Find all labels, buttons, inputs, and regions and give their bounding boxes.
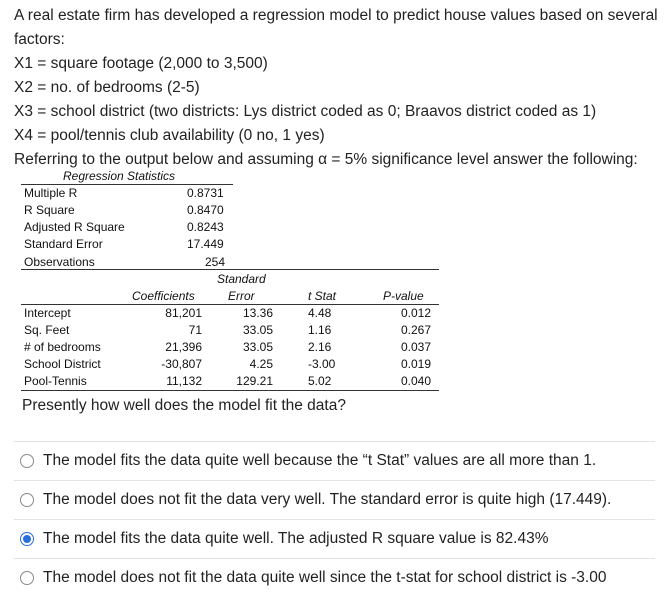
answer-option-label: The model fits the data quite well. The adjusted R square value is 82.43% (43, 530, 549, 547)
row-standard-error: 33.05 (242, 340, 273, 354)
table-row (21, 373, 439, 390)
row-t-stat: 2.16 (308, 340, 332, 354)
divider (21, 390, 439, 391)
row-standard-error: 129.21 (236, 374, 273, 388)
row-coefficient: 71 (188, 323, 202, 337)
stat-value: 0.8243 (187, 220, 224, 234)
stat-value: 0.8731 (187, 186, 224, 200)
row-t-stat: 5.02 (308, 374, 332, 388)
row-name: Intercept (24, 306, 71, 320)
stat-label: Multiple R (24, 186, 78, 200)
stat-value: 17.449 (187, 237, 224, 251)
answer-option[interactable] (14, 441, 655, 480)
table-row (21, 322, 439, 339)
radio-button-icon[interactable] (20, 493, 34, 507)
stat-value: 0.8470 (187, 203, 224, 217)
stat-label: R Square (24, 203, 75, 217)
table-row (21, 339, 439, 356)
divider (21, 269, 439, 270)
row-t-stat: 4.48 (308, 306, 332, 320)
row-name: Sq. Feet (24, 323, 70, 337)
table-row (21, 305, 439, 322)
variable-x4: X4 = pool/tennis club availability (0 no, 1 yes) (14, 127, 325, 144)
regression-stats-title: Regression Statistics (63, 169, 176, 183)
stat-label: Observations (24, 255, 95, 269)
table-row (21, 356, 439, 373)
question-intro: A real estate firm has developed a regression model to predict house values based on several factors: (14, 7, 658, 48)
stat-label: Adjusted R Square (24, 220, 125, 234)
answer-option[interactable] (14, 558, 655, 597)
header-t-stat: t Stat (308, 289, 337, 303)
answer-option-label: The model does not fit the data very well. The standard error is quite high (17.449). (43, 491, 612, 508)
row-p-value: 0.267 (400, 323, 431, 337)
row-standard-error: 4.25 (249, 357, 273, 371)
stat-value: 254 (205, 255, 226, 269)
radio-button-selected-icon[interactable] (20, 532, 34, 546)
answer-options (14, 441, 655, 597)
row-p-value: 0.037 (400, 340, 431, 354)
row-p-value: 0.040 (400, 374, 431, 388)
answer-option[interactable] (14, 480, 655, 519)
row-coefficient: -30,807 (161, 357, 202, 371)
row-p-value: 0.019 (400, 357, 431, 371)
row-coefficient: 81,201 (165, 306, 202, 320)
header-coefficients: Coefficients (132, 289, 195, 303)
row-name: School District (24, 357, 101, 371)
row-standard-error: 33.05 (242, 323, 273, 337)
row-standard-error: 13.36 (242, 306, 273, 320)
header-p-value: P-value (383, 289, 424, 303)
answer-option-label: The model does not fit the data quite well since the t-stat for school district is -3.00 (43, 569, 607, 586)
question-instruction: Referring to the output below and assuming α = 5% significance level answer the following: (14, 151, 638, 168)
answer-option[interactable] (14, 519, 655, 558)
question-text (14, 4, 659, 172)
row-coefficient: 11,132 (166, 374, 202, 388)
row-name: Pool-Tennis (24, 374, 87, 388)
question-prompt: Presently how well does the model fit the data? (22, 397, 346, 414)
row-coefficient: 21,396 (165, 340, 202, 354)
header-se-2: Error (228, 289, 255, 303)
stat-label: Standard Error (24, 237, 103, 251)
variable-x3: X3 = school district (two districts: Lys district coded as 0; Braavos district coded as 1) (14, 103, 597, 120)
row-p-value: 0.012 (400, 306, 431, 320)
row-t-stat: 1.16 (308, 323, 332, 337)
radio-button-icon[interactable] (20, 571, 34, 585)
header-se-1: Standard (217, 272, 266, 286)
row-name: # of bedrooms (24, 340, 101, 354)
row-t-stat: -3.00 (308, 357, 336, 371)
answer-option-label: The model fits the data quite well because the “t Stat” values are all more than 1. (43, 452, 597, 469)
radio-button-icon[interactable] (20, 454, 34, 468)
variable-x2: X2 = no. of bedrooms (2-5) (14, 79, 200, 96)
variable-x1: X1 = square footage (2,000 to 3,500) (14, 55, 268, 72)
